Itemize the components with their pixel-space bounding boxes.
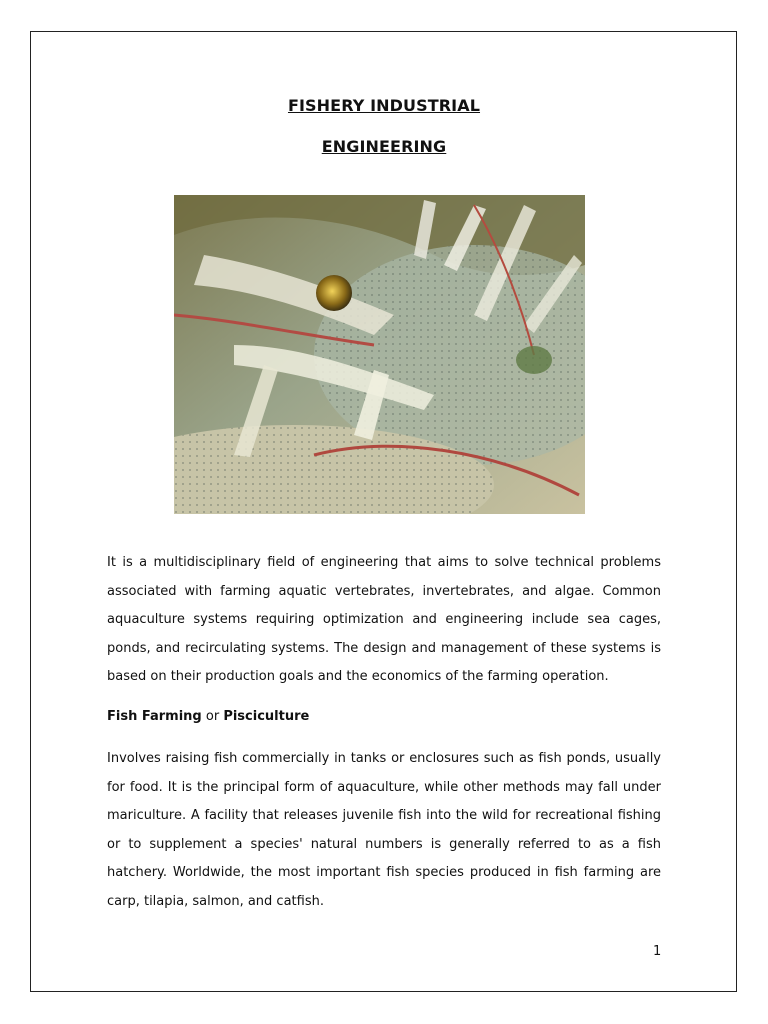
- intro-paragraph: It is a multidisciplinary field of engineering that aims to solve technical problems associated with farming aquatic vertebrates, invertebrates, and algae. Common aquaculture systems requiring optimization and engineering include sea cages, ponds, and recirculating systems. The design and management of these systems is based on their production goals and the economics of the farming operation.: [107, 555, 661, 685]
- document-title-line-2: ENGINEERING: [321, 137, 447, 156]
- document-title-line-1: FISHERY INDUSTRIAL: [287, 96, 481, 115]
- shrimp-photo: [174, 195, 585, 514]
- shrimp-photo-illustration: [174, 195, 585, 514]
- heading-pisciculture: Pisciculture: [223, 709, 310, 724]
- heading-connector: or: [201, 709, 224, 724]
- fish-farming-paragraph: Involves raising fish commercially in tanks or enclosures such as fish ponds, usually for food. It is the principal form of aquaculture, while other methods may fall under mariculture. A facility that releases juvenile fish into the wild for recreational fishing or to supplement a species' natural numbers is generally referred to as a fish hatchery. Worldwide, the most important fish species produced in fish farming are carp, tilapia, salmon, and catfish.: [107, 751, 661, 909]
- section-heading: [107, 709, 309, 724]
- heading-fish-farming: Fish Farming: [107, 709, 202, 724]
- page-number: 1: [653, 944, 662, 959]
